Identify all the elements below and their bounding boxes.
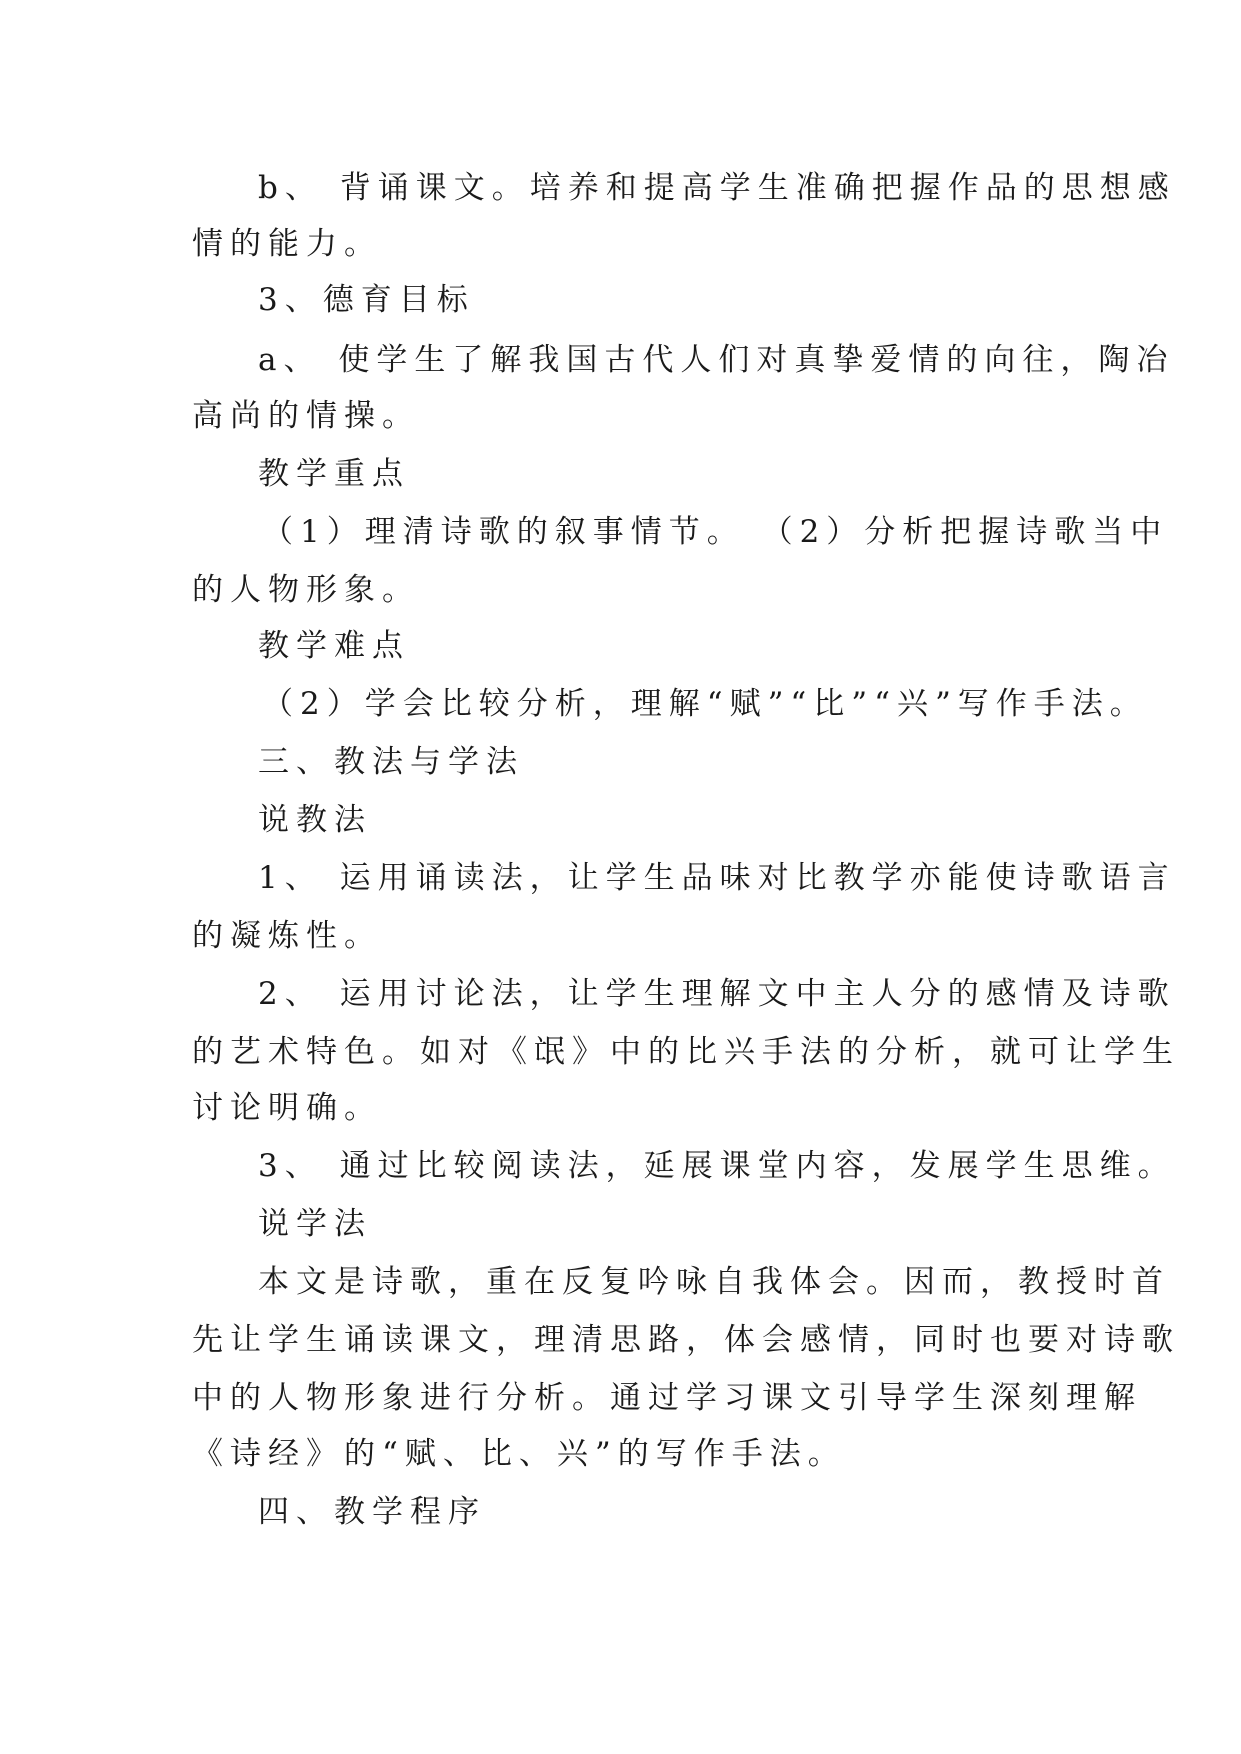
text-line: a、 使学生了解我国古代人们对真挚爱情的向往，陶冶 <box>258 342 1175 378</box>
text-line: 3、德育目标 <box>258 282 475 318</box>
text-line: 《诗经》的“赋、比、兴”的写作手法。 <box>192 1436 846 1472</box>
text-line: 先让学生诵读课文，理清思路，体会感情，同时也要对诗歌 <box>192 1322 1180 1358</box>
text-line: 高尚的情操。 <box>192 398 420 434</box>
text-line: 的艺术特色。如对《氓》中的比兴手法的分析，就可让学生 <box>192 1034 1180 1070</box>
text-line: 三、教法与学法 <box>258 744 524 780</box>
text-line: 说教法 <box>258 802 372 838</box>
text-line: 教学重点 <box>258 456 410 492</box>
text-line: （1）理清诗歌的叙事情节。 （2）分析把握诗歌当中 <box>262 514 1169 550</box>
text-line: 本文是诗歌，重在反复吟咏自我体会。因而，教授时首 <box>258 1264 1170 1300</box>
text-line: 3、 通过比较阅读法，延展课堂内容，发展学生思维。 <box>258 1148 1176 1184</box>
text-line: 的凝炼性。 <box>192 918 382 954</box>
text-line: 说学法 <box>258 1206 372 1242</box>
text-line: 讨论明确。 <box>192 1090 382 1126</box>
text-line: 中的人物形象进行分析。通过学习课文引导学生深刻理解 <box>192 1380 1142 1416</box>
text-line: 的人物形象。 <box>192 572 420 608</box>
text-line: 2、 运用讨论法，让学生理解文中主人分的感情及诗歌 <box>258 976 1176 1012</box>
text-line: 1、 运用诵读法，让学生品味对比教学亦能使诗歌语言 <box>258 860 1176 896</box>
text-line: （2）学会比较分析，理解“赋”“比”“兴”写作手法。 <box>262 686 1148 722</box>
text-line: b、 背诵课文。培养和提高学生准确把握作品的思想感 <box>258 170 1176 206</box>
text-line: 情的能力。 <box>192 226 382 262</box>
text-line: 教学难点 <box>258 628 410 664</box>
text-line: 四、教学程序 <box>258 1494 486 1530</box>
